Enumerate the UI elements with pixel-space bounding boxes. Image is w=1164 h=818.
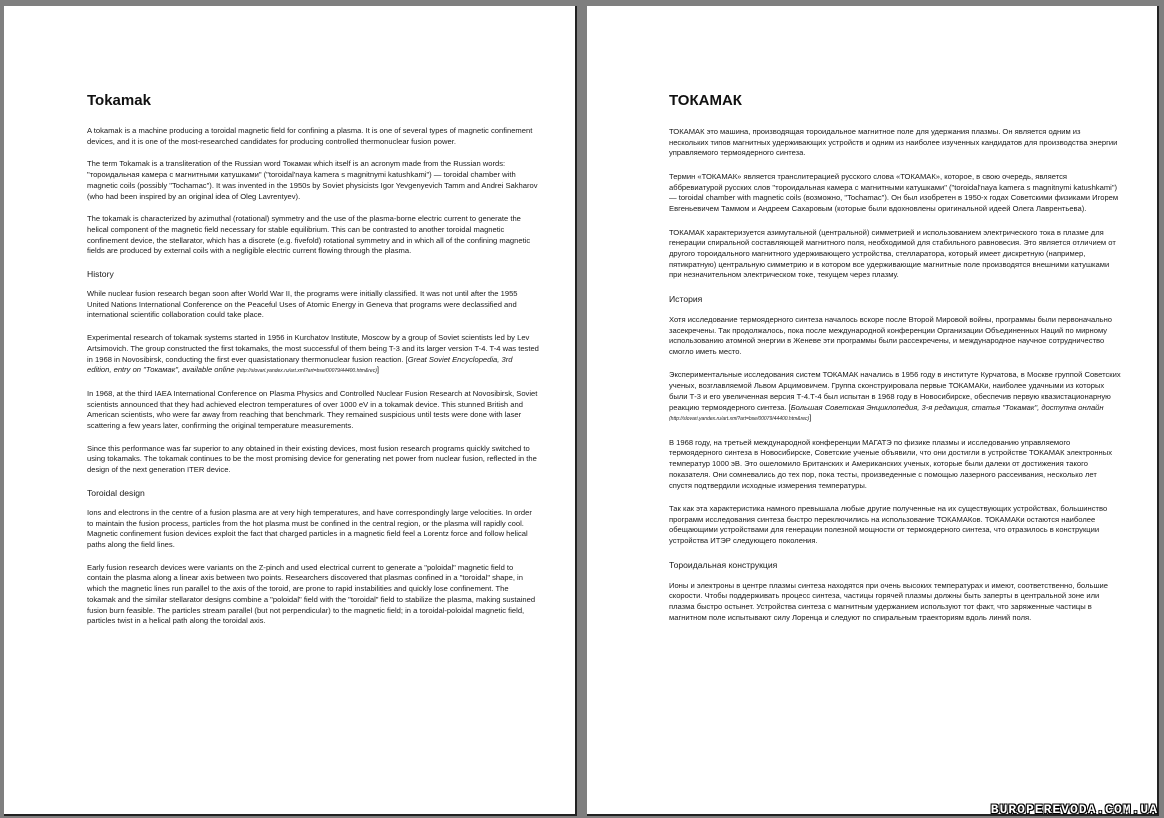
paragraph-intro: ТОКАМАК это машина, производящая тороидальное магнитное поле для удержания плазмы. Он является одним из нескольких типов магнитных удерживающих устройств и одним из наиболее изученных кандидатов для производства энергии управляемого термоядерного синтеза. [669,127,1118,158]
paragraph-history-2-text: Experimental research of tokamak systems started in 1956 in Kurchatov Institute, Moscow by a group of Soviet scientists led by Lev Artsimovich. The group constructed the first tokamaks, the most successful of them being T-3 and its larger version T-4. T-4 was tested in 1968 in Novosibirsk, conducting the first ever quasistationary thermonuclear fusion reaction. [ [87,333,539,364]
page-title: ТОКАМАК [669,92,742,109]
paragraph-term: Термин «ТОКАМАК» является транслитерацией русского слова «ТОКАМАК», которое, в свою очередь, является аббревиатурой русских слов "тороидальная камера с магнитными катушками" ("toroidal'naya kamera s magnitnymi katushkami") — toroidal chamber with magnetic coils (возможно, "Tochamac"). Он был изобретен в 1950-х годах Советскими физиками Игорем Евгеньевичем Таммом и Андреем Сахаровым (которые были вдохновлены оригинальной идеей Олега Лаврентьева). [669,171,1119,214]
paragraph-history-2-text: Экспериментальные исследования систем ТОКАМАК начались в 1956 году в институте Курчатова, в Москве группой Советских ученых, возглавляемой Львом Арцимовичем. Группа сконструировала первые ТОКАМАКи, наиболее удачными из которых были Т-3 и его увеличенная версия Т-4.Т-4 был испытан в 1968 году в Новосибирске, обеспечив первую квазистационарную реакцию термоядерного синтеза. [ [669,370,1121,412]
paragraph-history-4: Since this performance was far superior to any obtained in their existing devices, most fusion research programs quickly switched to using tokamaks. The tokamak continues to be the most promising device for generating net power from nuclear fusion, reflected in the design of the next generation ITER device. [87,443,537,475]
paragraph-term: The term Tokamak is a transliteration of the Russian word Токамак which itself is an acronym made from the Russian words: "тороидальная камера с магнитными катушками" ("toroidal'naya kamera s magnitnymi katushkami") — toroidal chamber with magnetic coils (possibly "Tochamac"). It was invented in the 1950s by Soviet physicists Igor Yevgenyevich Tamm and Andrei Sakharov (who had been inspired by an original idea of Oleg Lavrentyev). [87,159,538,201]
paragraph-toroidal-1: Ионы и электроны в центре плазмы синтеза находятся при очень высоких температурах и имеют, соответственно, большие скорости. Чтобы поддерживать процесс синтеза, частицы горячей плазмы должны быть заперты в центральной зоне или плазма быстро остынет. Устройства синтеза с магнитным удержанием используют тот факт, что заряженные частицы в магнитном поле испытывают силу Лоренца и следуют по спиральным траекториям вдоль линий поля. [669,580,1109,622]
paragraph-history-2 [87,333,539,377]
paragraph-history-3: В 1968 году, на третьей международной конференции МАГАТЭ по физике плазмы и исследованию управляемого термоядерного синтеза в Новосибирске, Советские ученые объявили, что они достигли в устройстве ТОКАМАК электронных температур 1000 эВ. Это ошеломило Британских и Американских ученых, которые были далеки от достижения такого показателя. Они сомневались до тех пор, пока тесты, произведенные с помощью лазерного рассеивания, несколько лет спустя подтвердили исходные измерения температуры. [669,437,1113,490]
paragraph-history-1: Хотя исследование термоядерного синтеза началось вскоре после Второй Мировой войны, программы были первоначально засекречены. Так продолжалось, пока после международной конференции Организации Объединенных Наций по мирному использованию атомной энергии в Женеве эти программы были рассекречены, и международное научное сотрудничество смогло иметь место. [669,314,1113,356]
paragraph-history-3: In 1968, at the third IAEA International Conference on Plasma Physics and Controlled Nuclear Fusion Research at Novosibirsk, Soviet scientists announced that they had achieved electron temperatures of over 1000 eV in a tokamak device. This stunned British and American scientists, who were far away from reaching that benchmark. They remained suspicious until tests were done with laser scattering a few years later, confirming the original temperature measurements. [87,388,538,431]
russian-page-content [669,92,1121,636]
heading-toroidal-design: Toroidal design [87,487,145,498]
heading-toroidal-design: Тороидальная конструкция [669,559,778,570]
page-title: Tokamak [87,92,151,109]
citation-end: ] [376,365,380,375]
paragraph-toroidal-2: Early fusion research devices were variants on the Z-pinch and used electrical current to generate a "poloidal" magnetic field to contain the plasma along a linear axis between two points. Researchers discovered that plasmas confined in a "toroidal" shape, in which the magnetic lines run parallel to the axis of the toroid, are prone to rapid instabilities and quickly lose confinement. The tokamak and the similar stellarator designs combine a "poloidal" field with the "toroidal" field to stabilize the plasma, making sustained fusion burn feasible. The particles stream parallel (but not perpendicular) to the magnetic field; in a toroidal-poloidal magnetic field, particles twist in a helical path along the toroidal axis. [87,562,536,626]
paragraph-characteristics: The tokamak is characterized by azimuthal (rotational) symmetry and the use of the plasma-borne electric current to generate the helical component of the magnetic field necessary for stable equilibrium. This can be contrasted to another toroidal magnetic confinement device, the stellarator, which has a discrete (e.g. fivefold) rotational symmetry and in which all of the confining magnetic fields are produced by external coils with a negligible electric current flowing through the plasma. [87,214,531,256]
paragraph-intro: A tokamak is a machine producing a toroidal magnetic field for confining a plasma. It is one of several types of magnetic confinement devices, and it is one of the most-researched candidates for producing controlled thermonuclear fusion power. [87,126,533,146]
citation-url: (http://slovari.yandex.ru/art.xml?art=bse/00079/44400.htm&rec) [669,416,810,423]
citation-text: Great Soviet Encyclopedia, 3rd edition, entry on "Токамак", available online [87,354,513,375]
watermark-text: BUROPEREVODA.COM.UA [990,802,1158,817]
english-page [4,6,577,816]
paragraph-history-1: While nuclear fusion research began soon after World War II, the programs were initially classified. It was not until after the 1955 United Nations International Conference on the Peaceful Uses of Atomic Energy in Geneva that programs were declassified and international scientific collaboration could take place. [87,289,518,320]
russian-page [587,6,1159,816]
citation-end: ] [809,413,812,423]
heading-history: History [87,269,114,280]
heading-history: История [669,293,703,304]
citation-url: (http://slovari.yandex.ru/art.xml?art=bse/00079/44400.htm&rec) [236,368,377,375]
paragraph-history-2 [669,370,1121,425]
paragraph-history-4: Так как эта характеристика намного превышала любые другие полученные на их существующих устройствах, большинство программ исследования синтеза быстро переключились на использование ТОКАМАКов. ТОКАМАКи остаются наиболее обещающими устройствами для генерации полезной мощности от термоядерного синтеза, что отразилось в конструкции устройства ИТЭР следующего поколения. [669,504,1108,546]
english-page-content [87,92,539,639]
paragraph-characteristics: ТОКАМАК характеризуется азимутальной (центральной) симметрией и использованием электрического тока в плазме для генерации спиральной составляющей магнитного поля, необходимой для стабильного равновесия. Это является отличием от другого тороидального магнитного удерживающего устройства, стелларатора, который имеет дискретную (например, пятикратную) центральную симметрию и в котором все удерживающие магнитные поле производятся внешними катушками при незначительном электрическом токе, текущем через плазму. [669,227,1116,280]
citation-text: Большая Советская Энциклопедия, 3-я редакция, статья "Токамак", доступна онлайн [790,402,1104,412]
paragraph-toroidal-1: Ions and electrons in the centre of a fusion plasma are at very high temperatures, and have correspondingly large velocities. In order to maintain the fusion process, particles from the hot plasma must be confined in the central region, or the plasma will rapidly cool. Magnetic confinement fusion devices exploit the fact that charged particles in a magnetic field feel a Lorentz force and follow helical paths along the field lines. [87,507,532,549]
